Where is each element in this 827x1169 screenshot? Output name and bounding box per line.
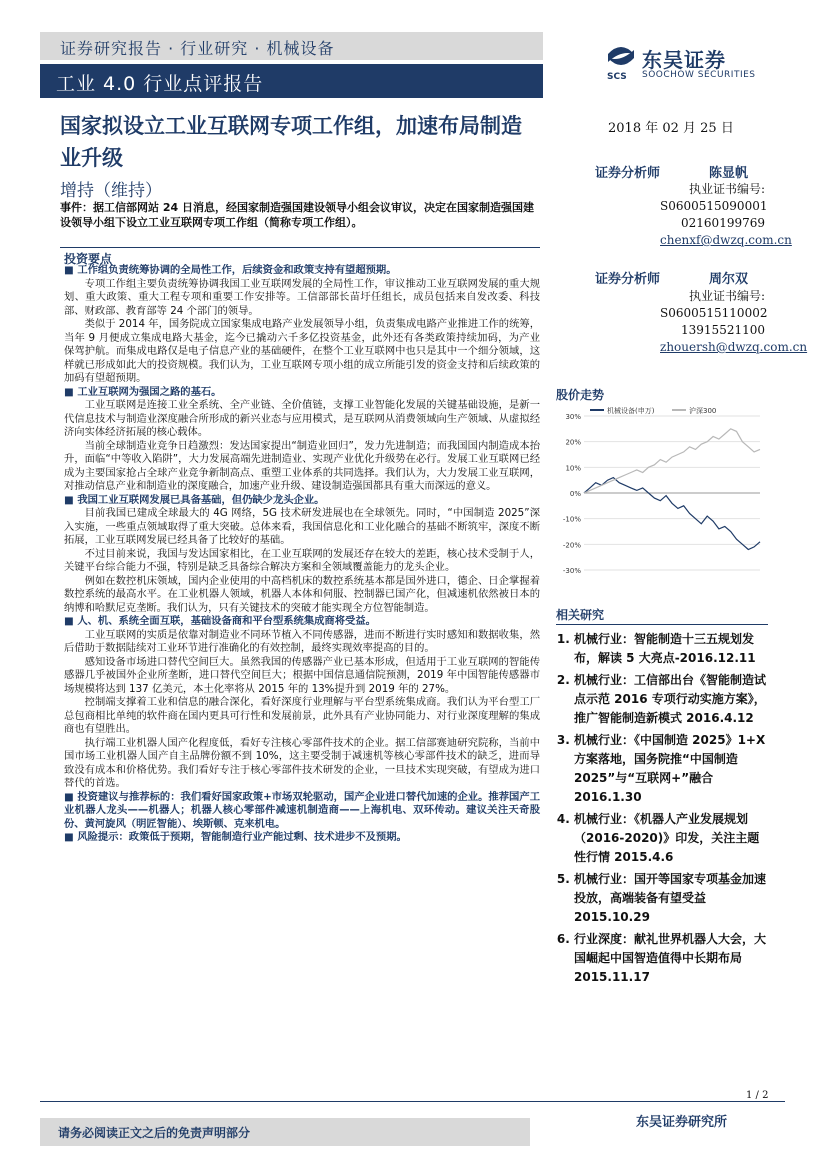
stock-price-chart xyxy=(556,404,768,576)
paragraph: 当前全球制造业竞争日趋激烈：发达国家提出“制造业回归”，发力先进制造；而我国国内制造成本抬升，面临“中等收入陷阱”，大力发展高端先进制造业、实现产业优化升级势在必行。发展工业互联网已经成为主要国家抢占全球产业竞争新制高点、重塑工业体系的共同选择。我们认为，大力发展工业互联网，对推动信息产业和制造业的深度融合，加速产业升级、建设制造强国都具有重大而深远的意义。 xyxy=(64,439,540,492)
series-line xyxy=(584,478,760,550)
analyst-1 xyxy=(595,162,749,181)
related-research-list xyxy=(550,630,768,990)
y-tick-label: -20% xyxy=(562,541,581,550)
section-heading: ■ 我国工业互联网发展已具备基础，但仍缺少龙头企业。 xyxy=(64,493,325,506)
cert-label: 执业证书编号: xyxy=(688,289,765,303)
related-item[interactable]: 1. 机械行业：智能制造十三五规划发布，解读 5 大亮点-2016.12.11 xyxy=(574,630,768,668)
disclaimer-text[interactable]: 请务必阅读正文之后的免责声明部分 xyxy=(58,1126,251,1140)
report-date: 2018 年 02 月 25 日 xyxy=(608,121,734,136)
cert-number: S0600515090001 xyxy=(660,199,768,213)
logo-badge: SCS xyxy=(607,72,627,82)
report-subtitle: 工业 4.0 行业点评报告 xyxy=(56,73,264,95)
divider xyxy=(60,247,540,248)
analyst-2 xyxy=(595,268,749,287)
footer-divider xyxy=(40,1101,785,1102)
legend-label: 沪深300 xyxy=(689,407,717,415)
paragraph: 感知设备市场进口替代空间巨大。虽然我国的传感器产业已基本形成，但适用于工业互联网的智能传感器几乎被国外企业所垄断，进口替代空间巨大；根据中国信息通信院预测，2019 年中国智能传感器市场规模将达到 137 亿美元，本土化率将从 2015 年的 13%提升到 2019 年的 27%。 xyxy=(64,655,540,695)
series-line xyxy=(584,429,760,493)
analyst-role: 证券分析师 xyxy=(595,166,661,181)
paragraph: 不过目前来说，我国与发达国家相比，在工业互联网的发展还存在较大的差距，核心技术受制于人，关键平台综合能力不强，特别是缺乏具备综合解决方案和全领域覆盖能力的龙头企业。 xyxy=(64,547,540,573)
rating: 增持（维持） xyxy=(60,181,162,201)
phone: 13915521100 xyxy=(681,323,765,337)
report-body xyxy=(64,264,540,845)
analyst-name: 周尔双 xyxy=(709,272,749,287)
paragraph: 工业互联网的实质是依靠对制造业不同环节植入不同传感器，进而不断进行实时感知和数据收集，然后借助于数据陆续对工业环节进行准确化的有效控制，最终实现效率提高的目的。 xyxy=(64,628,540,654)
y-tick-label: 0% xyxy=(569,490,581,498)
section-heading: ■ 人、机、系统全面互联，基础设备商和平台型系统集成商将受益。 xyxy=(64,615,376,627)
institute-name: 东吴证券研究所 xyxy=(636,1115,728,1130)
report-category: 证券研究报告 · 行业研究 · 机械设备 xyxy=(60,39,335,58)
section-heading: ■ 风险提示：政策低于预期，智能制造行业产能过剩、技术进步不及预期。 xyxy=(64,831,407,843)
paragraph: 控制端支撑着工业和信息的融合深化，看好深度行业理解与平台型系统集成商。我们认为平台型工厂总包商相比单纯的软件商在国内更具可行性和发展前景，此外具有产业协同能力、对行业深度理解的集成商也有望胜出。 xyxy=(64,696,540,735)
paragraph: 类似于 2014 年，国务院成立国家集成电路产业发展领导小组，负责集成电路产业推进工作的统筹，当年 9 月便成立集成电路大基金，迄今已撬动六千多亿投资基金，此外还有各类政策持续加码，为产业保驾护航。而集成电路仅是电子信息产业的基础硬件，在整个工业互联网中也只是其中一个细分领域，这样就已形成如此大的投资规模。我们认为，工业互联网专项小组的成立所能引发的资金支持和后续政策的加码有望超预期。 xyxy=(64,318,540,384)
event-label: 事件： xyxy=(60,201,93,214)
related-item[interactable]: 4. 机械行业：《机器人产业发展规划（2016-2020)》印发，关注主题性行情 2015.4.6 xyxy=(574,810,768,867)
y-tick-label: 30% xyxy=(565,413,581,421)
paragraph: 例如在数控机床领域，国内企业使用的中高档机床的数控系统基本都是国外进口，德企、日企掌握着数控系统的最高水平。在工业机器人领域，机器人本体和伺服、控制器已国产化，但减速机依然被日本的纳博和哈默尼克垄断。我们认为，只有关键技术的突破才能实现全方位智能制造。 xyxy=(64,574,540,614)
disclaimer-band xyxy=(40,1118,530,1146)
report-subtitle-band xyxy=(40,64,543,98)
analyst-2-info xyxy=(660,288,808,356)
legend-label: 机械设备(申万) xyxy=(607,407,655,415)
section-investment-points: 投资要点 xyxy=(64,252,113,266)
divider xyxy=(556,624,768,625)
paragraph: 执行端工业机器人国产化程度低，看好专注核心零部件技术的企业。据工信部赛迪研究院称，当前中国市场工业机器人国产自主品牌份额不到 10%，这主要受制于减速机等核心零部件技术的缺乏，进而导致没有成本和价格优势。我们看好专注于核心零部件技术研发的企业，一旦技术实现突破，有望成为进口替代的首选。 xyxy=(64,736,540,789)
company-name: 东吴证券 xyxy=(642,48,726,72)
y-tick-label: -30% xyxy=(562,567,581,575)
company-logo-icon xyxy=(604,44,638,82)
email-link[interactable]: zhouersh@dwzq.com.cn xyxy=(660,340,808,354)
analyst-name: 陈显帆 xyxy=(709,166,749,181)
cert-label: 执业证书编号: xyxy=(688,182,765,196)
analyst-role: 证券分析师 xyxy=(595,272,661,287)
related-research-heading: 相关研究 xyxy=(556,608,605,622)
phone: 02160199769 xyxy=(681,216,765,230)
page-number: 1 / 2 xyxy=(746,1090,769,1101)
analyst-1-info xyxy=(660,181,792,249)
y-tick-label: 10% xyxy=(565,464,581,473)
related-item[interactable]: 3. 机械行业：《中国制造 2025》1+X 方案落地，国务院推“中国制造 2025”与“互联网+”融合 2016.1.30 xyxy=(574,731,768,807)
section-heading: ■ 工作组负责统筹协调的全局性工作，后续资金和政策支持有望超预期。 xyxy=(64,264,397,276)
y-tick-label: 20% xyxy=(565,438,581,447)
report-category-band xyxy=(40,32,543,60)
event-summary xyxy=(60,200,540,230)
event-text: 据工信部网站 24 日消息，经国家制造强国建设领导小组会议审议，决定在国家制造强国建设领导小组下设立工业互联网专项工作组（简称专项工作组）。 xyxy=(60,201,534,229)
related-item[interactable]: 5. 机械行业：国开等国家专项基金加速投放，高端装备有望受益 2015.10.29 xyxy=(574,870,768,927)
section-heading: ■ 投资建议与推荐标的：我们看好国家政策+市场双轮驱动，国产企业进口替代加速的企业。推荐国产工业机器人龙头——机器人；机器人核心零部件减速机制造商——上海机电、双环传动。建议关注天奇股份、黄河旋风（明匠智能）、埃斯顿、克来机电。 xyxy=(64,790,540,830)
email-link[interactable]: chenxf@dwzq.com.cn xyxy=(660,233,792,247)
stock-chart-heading: 股价走势 xyxy=(556,388,605,402)
related-item[interactable]: 6. 行业深度：献礼世界机器人大会，大国崛起中国智造值得中长期布局 2015.11.17 xyxy=(574,930,768,987)
section-heading: ■ 工业互联网为强国之路的基石。 xyxy=(64,385,222,398)
related-item[interactable]: 2. 机械行业：工信部出台《智能制造试点示范 2016 专项行动实施方案》，推广智能制造新模式 2016.4.12 xyxy=(574,671,768,728)
report-title: 国家拟设立工业互联网专项工作组，加速布局制造业升级 xyxy=(60,114,522,170)
paragraph: 专项工作组主要负责统筹协调我国工业互联网发展的全局性工作，审议推动工业互联网发展的重大规划、重大政策、重大工程专项和重要工作安排等。工信部部长苗圩任组长，成员包括来自发改委、科技部、财政部、教育部等 24 个部门的领导。 xyxy=(64,277,540,317)
paragraph: 目前我国已建成全球最大的 4G 网络，5G 技术研发进展也在全球领先。同时，“中国制造 2025”深入实施，一些重点领域取得了重大突破。总体来看，我国信息化和工业化融合的基础不断筑牢，深度不断拓展，工业互联网发展已经具备了比较好的基础。 xyxy=(64,507,540,546)
y-tick-label: -10% xyxy=(562,515,581,524)
cert-number: S0600515110002 xyxy=(660,306,768,320)
company-name-en: SOOCHOW SECURITIES xyxy=(642,70,756,80)
paragraph: 工业互联网是连接工业全系统、全产业链、全价值链，支撑工业智能化发展的关键基础设施，是新一代信息技术与制造业深度融合所形成的新兴业态与应用模式，是互联网从消费领域向生产领域、从虚拟经济向实体经济拓展的核心载体。 xyxy=(64,399,540,438)
